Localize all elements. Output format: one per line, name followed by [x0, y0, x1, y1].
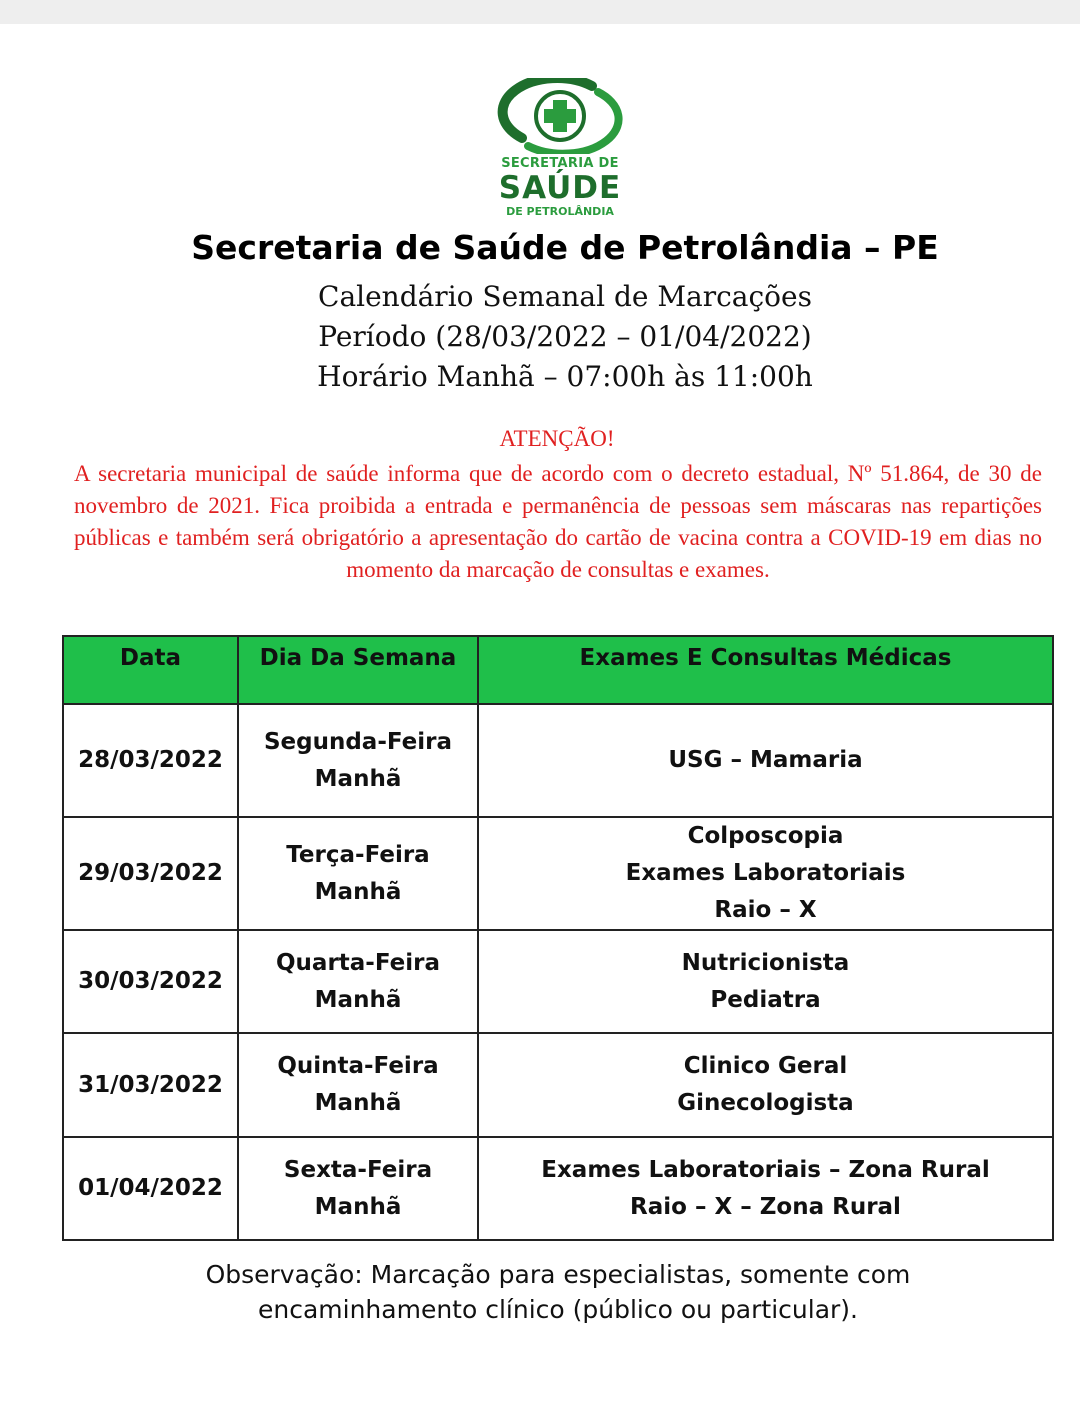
- date-cell: 31/03/2022: [63, 1033, 238, 1137]
- exams-cell: [478, 1033, 1053, 1137]
- shift-label: Manhã: [314, 1193, 402, 1220]
- weekday-name: Terça-Feira: [286, 841, 430, 868]
- date-cell: 28/03/2022: [63, 704, 238, 817]
- table-row: [63, 1033, 1053, 1137]
- date-cell: 29/03/2022: [63, 817, 238, 930]
- exam-item: Pediatra: [710, 986, 821, 1013]
- weekday-name: Segunda-Feira: [263, 728, 453, 755]
- attention-heading: ATENÇÃO!: [499, 426, 615, 451]
- exam-item: Raio – X – Zona Rural: [630, 1193, 901, 1220]
- subtitle-calendar: Calendário Semanal de Marcações: [318, 280, 812, 313]
- weekday-cell: [238, 1137, 478, 1240]
- shift-label: Manhã: [314, 986, 402, 1013]
- subtitle-period: Período (28/03/2022 – 01/04/2022): [318, 320, 812, 353]
- exam-item: Colposcopia: [687, 823, 844, 849]
- exam-item: Clinico Geral: [683, 1053, 848, 1079]
- secretaria-saude-logo: [470, 78, 650, 223]
- medical-cross-logo-icon: [492, 78, 628, 154]
- exam-item: Raio – X: [714, 897, 817, 923]
- column-header-exams: Exames E Consultas Médicas: [478, 636, 1053, 704]
- attention-notice: A secretaria municipal de saúde informa que de acordo com o decreto estadual, Nº 51.864, de 30 de novembro de 2021. Fica proibida a entrada e permanência de pessoas sem máscaras nas repartições públicas e também será obrigatório a apresentação do cartão de vacina contra a COVID-19 em dias no momento da marcação de consultas e exames.: [74, 461, 1042, 582]
- date-cell: 01/04/2022: [63, 1137, 238, 1240]
- weekday-cell: [238, 1033, 478, 1137]
- exam-item: Ginecologista: [677, 1090, 854, 1116]
- observation-line-1: Observação: Marcação para especialistas, somente com: [205, 1260, 911, 1289]
- shift-label: Manhã: [314, 1090, 402, 1116]
- exam-item: Exames Laboratoriais – Zona Rural: [541, 1156, 990, 1183]
- column-header-date: Data: [63, 636, 238, 704]
- exams-cell: [478, 817, 1053, 930]
- logo-text-bottom: DE PETROLÂNDIA: [506, 205, 614, 218]
- top-status-bar: [0, 0, 1080, 24]
- observation-note: [0, 1257, 1080, 1327]
- observation-line-2: encaminhamento clínico (público ou particular).: [258, 1295, 858, 1324]
- exams-cell: [478, 930, 1053, 1033]
- logo-text-top: SECRETARIA DE: [501, 156, 619, 171]
- page-title: Secretaria de Saúde de Petrolândia – PE: [191, 228, 939, 267]
- weekday-cell: [238, 704, 478, 817]
- weekday-cell: [238, 817, 478, 930]
- column-header-weekday: Dia Da Semana: [238, 636, 478, 704]
- exam-item: Nutricionista: [681, 949, 850, 976]
- table-row: [63, 930, 1053, 1033]
- exam-item: Exames Laboratoriais: [625, 860, 906, 886]
- table-row: [63, 704, 1053, 817]
- table-header-row: [63, 636, 1053, 704]
- logo-text-main: SAÚDE: [498, 170, 622, 206]
- exam-item: USG – Mamaria: [668, 747, 863, 773]
- table-row: [63, 1137, 1053, 1240]
- weekday-name: Sexta-Feira: [283, 1156, 433, 1183]
- exams-cell: [478, 1137, 1053, 1240]
- shift-label: Manhã: [314, 878, 402, 905]
- date-cell: 30/03/2022: [63, 930, 238, 1033]
- shift-label: Manhã: [314, 765, 402, 792]
- exams-cell: [478, 704, 1053, 817]
- weekday-cell: [238, 930, 478, 1033]
- table-row: [63, 817, 1053, 930]
- weekday-name: Quarta-Feira: [276, 949, 440, 976]
- weekday-name: Quinta-Feira: [277, 1053, 439, 1079]
- subtitle-hours: Horário Manhã – 07:00h às 11:00h: [317, 360, 813, 393]
- schedule-table: [62, 635, 1054, 1241]
